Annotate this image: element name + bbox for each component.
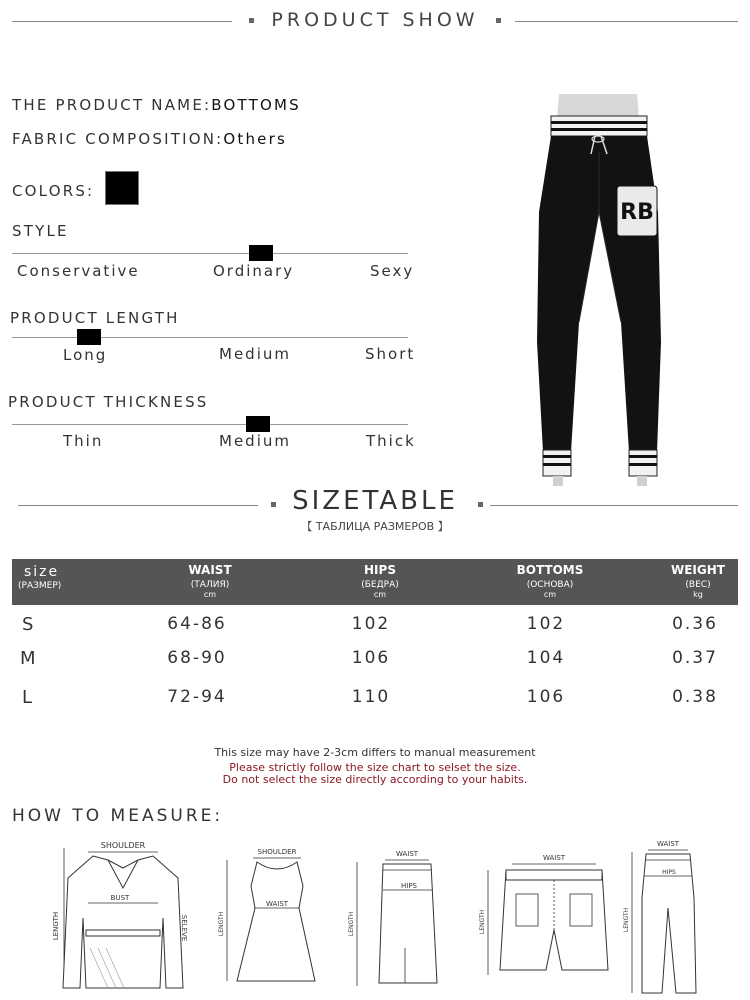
col-waist-ru: (ТАЛИЯ) xyxy=(190,580,230,590)
col-hips-name: HIPS xyxy=(364,563,396,577)
col-waist-unit: cm xyxy=(203,590,217,599)
label-waist-trousers: WAIST xyxy=(656,840,680,848)
col-bottoms-name: BOTTOMS xyxy=(516,563,584,577)
style-option-ordinary: Ordinary xyxy=(213,262,295,280)
length-scale-line xyxy=(12,337,408,338)
col-size-name: size xyxy=(24,564,60,580)
product-name-value: BOTTOMS xyxy=(211,96,301,114)
col-size xyxy=(18,564,61,591)
thickness-selected-marker xyxy=(246,416,270,432)
col-bottoms-ru: (OCHOBA) xyxy=(526,580,574,590)
col-weight xyxy=(658,563,738,599)
header-dot-right xyxy=(496,18,501,23)
header-rule-right xyxy=(515,21,738,22)
col-weight-name: WEIGHT xyxy=(671,563,725,577)
label-length: LENGTH xyxy=(52,911,60,941)
label-hips-skirt: HIPS xyxy=(401,882,417,890)
row-size: S xyxy=(22,614,34,635)
length-label: PRODUCT LENGTH xyxy=(10,309,180,327)
label-waist-shorts: WAIST xyxy=(542,854,566,862)
warning-note-2: Do not select the size directly according to your habits. xyxy=(222,773,528,786)
row-waist: 68-90 xyxy=(167,648,227,668)
row-waist: 64-86 xyxy=(167,614,227,634)
measurement-note: This size may have 2-3cm differs to manual measurement xyxy=(214,746,536,759)
label-shoulder: SHOULDER xyxy=(100,841,146,850)
label-length-skirt: LENGTH xyxy=(348,911,355,937)
label-hips-trousers: HIPS xyxy=(662,869,676,876)
col-hips-ru: (БЕДРА) xyxy=(361,580,399,590)
thickness-scale-line xyxy=(12,424,408,425)
label-waist-skirt: WAIST xyxy=(395,850,419,858)
length-option-long: Long xyxy=(63,346,108,364)
style-option-sexy: Sexy xyxy=(370,262,415,280)
style-selected-marker xyxy=(249,245,273,261)
row-size: M xyxy=(20,648,36,669)
row-bottoms: 106 xyxy=(526,687,566,707)
thickness-option-medium: Medium xyxy=(219,432,291,450)
style-scale-line xyxy=(12,253,408,254)
col-bottoms-unit: cm xyxy=(543,590,557,599)
measure-diagram-dress xyxy=(215,846,320,986)
measure-diagram-skirt xyxy=(345,848,440,990)
sizetable-title: SIZETABLE xyxy=(292,486,458,516)
col-waist xyxy=(160,563,260,599)
header-title: PRODUCT SHOW xyxy=(271,9,479,31)
col-bottoms xyxy=(500,563,600,599)
fabric-label: FABRIC COMPOSITION: xyxy=(12,130,224,148)
length-option-medium: Medium xyxy=(219,345,291,363)
label-sleeve: SELEVE xyxy=(180,914,188,942)
product-pants-image xyxy=(525,92,670,488)
label-shoulder-dress: SHOULDER xyxy=(257,848,297,856)
row-weight: 0.37 xyxy=(672,648,718,668)
sizetable-dot-right xyxy=(478,502,483,507)
row-hips: 106 xyxy=(351,648,391,668)
label-length-trousers: LENGTH xyxy=(623,907,630,933)
row-bottoms: 104 xyxy=(526,648,566,668)
how-to-measure-title: HOW TO MEASURE: xyxy=(12,806,224,826)
colors-label: COLORS: xyxy=(12,182,95,200)
label-length-dress: LENGTH xyxy=(218,911,225,937)
sizetable-subtitle: 【 ТАБЛИЦА РАЗМЕРОВ 】 xyxy=(301,520,449,533)
col-size-ru: (РАЗМЕР) xyxy=(18,581,62,591)
col-hips-unit: cm xyxy=(373,590,387,599)
length-option-short: Short xyxy=(365,345,416,363)
row-hips: 110 xyxy=(351,687,391,707)
thickness-option-thick: Thick xyxy=(366,432,416,450)
thickness-option-thin: Thin xyxy=(63,432,104,450)
thickness-label: PRODUCT THICKNESS xyxy=(8,393,209,411)
col-waist-name: WAIST xyxy=(188,563,232,577)
size-table-header xyxy=(12,559,738,605)
row-weight: 0.36 xyxy=(672,614,718,634)
label-bust: BUST xyxy=(110,894,130,902)
product-name-label: THE PRODUCT NAME: xyxy=(12,96,212,114)
sizetable-rule-right xyxy=(490,505,738,506)
measure-diagram-trousers xyxy=(622,838,702,998)
attribute-scales xyxy=(0,0,416,480)
col-weight-ru: (BEC) xyxy=(685,580,711,590)
row-size: L xyxy=(22,687,33,708)
style-option-conservative: Conservative xyxy=(17,262,140,280)
fabric-value: Others xyxy=(223,130,287,148)
warning-note-1: Please strictly follow the size chart to selset the size. xyxy=(229,761,521,774)
label-waist-dress: WAIST xyxy=(265,900,289,908)
length-selected-marker xyxy=(77,329,101,345)
col-hips xyxy=(330,563,430,599)
pants-logo-text: RB xyxy=(620,200,654,225)
measure-diagram-shorts xyxy=(476,850,611,980)
col-weight-unit: kg xyxy=(693,590,703,599)
row-weight: 0.38 xyxy=(672,687,718,707)
style-label: STYLE xyxy=(12,222,69,240)
label-length-shorts: LENGTH xyxy=(479,909,486,935)
row-waist: 72-94 xyxy=(167,687,227,707)
row-bottoms: 102 xyxy=(526,614,566,634)
row-hips: 102 xyxy=(351,614,391,634)
measure-diagram-jacket xyxy=(48,838,198,996)
